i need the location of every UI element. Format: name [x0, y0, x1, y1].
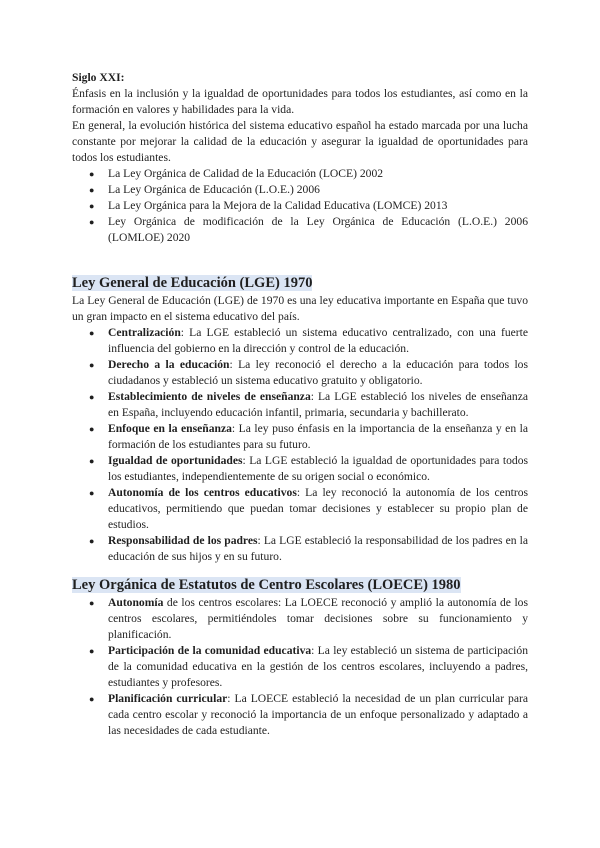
item-text: de los centros escolares: La LOECE reconoció y amplió la autonomía de los centros escolares, permitiéndoles tomar decisiones sobre su funcionamiento y planificación. [108, 596, 528, 641]
item-term: Establecimiento de niveles de enseñanza [108, 390, 311, 403]
item-term: Igualdad de oportunidades [108, 454, 243, 467]
item-text: : La LOECE estableció la necesidad de un plan curricular para cada centro escolar y reconoció la importancia de un enfoque personalizado y adaptado a las necesidades de cada estudiante. [108, 692, 529, 737]
item-term: Participación de la comunidad educativa [108, 644, 312, 657]
loece-heading [72, 575, 528, 595]
document-page [72, 70, 528, 739]
item-term: Autonomía [108, 596, 164, 609]
item-term: Planificación curricular [108, 692, 228, 705]
item-text: : La LGE estableció la responsabilidad de los padres en la educación de sus hijos y en su futuro. [108, 534, 528, 563]
list-item [72, 691, 528, 739]
item-term: Enfoque en la enseñanza [108, 422, 232, 435]
item-term: Derecho a la educación [108, 358, 230, 371]
item-term: Responsabilidad de los padres [108, 534, 258, 547]
siglo-law-list [72, 166, 528, 246]
item-text: : La LGE estableció la igualdad de oportunidades para todos los estudiantes, independientemente de su origen social o económico. [108, 454, 529, 483]
item-term: Autonomía de los centros educativos [108, 486, 297, 499]
item-text: : La ley reconoció el derecho a la educación para todos los ciudadanos y estableció un sistema educativo gratuito y obligatorio. [108, 358, 528, 387]
list-item [72, 533, 528, 565]
list-item: ● La Ley Orgánica para la Mejora de la Calidad Educativa (LOMCE) 2013 [72, 198, 528, 214]
loece-heading-text: Ley Orgánica de Estatutos de Centro Escolares (LOECE) 1980 [72, 577, 461, 593]
item-term: Centralización [108, 326, 181, 339]
loece-feature-list [72, 595, 528, 739]
list-item [72, 421, 528, 453]
siglo-paragraph-1: Énfasis en la inclusión y la igualdad de oportunidades para todos los estudiantes, así como en la formación en valores y habilidades para la vida. [72, 87, 528, 116]
list-item [72, 389, 528, 421]
lge-heading-text: Ley General de Educación (LGE) 1970 [72, 275, 313, 291]
lge-feature-list [72, 325, 528, 565]
list-item [72, 643, 528, 691]
item-text: : La ley reconoció la autonomía de los centros educativos, permitiendo que puedan tomar decisiones y establecer su propio plan de estudios. [108, 486, 529, 531]
list-item: ● La Ley Orgánica de Calidad de la Educación (LOCE) 2002 [72, 166, 528, 182]
list-item: ● La Ley Orgánica de Educación (L.O.E.) 2006 [72, 182, 528, 198]
item-text: : La LGE estableció los niveles de enseñanza en España, incluyendo educación infantil, primaria, secundaria y bachillerato. [108, 390, 529, 419]
item-text: : La ley estableció un sistema de participación de la comunidad educativa en la gestión de los centros escolares, incluyendo a padres, estudiantes y profesores. [108, 644, 528, 689]
list-item [72, 595, 528, 643]
siglo-paragraph-2: En general, la evolución histórica del sistema educativo español ha estado marcada por una lucha constante por mejorar la calidad de la educación y asegurar la igualdad de oportunidades para todos los estudiantes. [72, 119, 528, 164]
list-item: ● Ley Orgánica de modificación de la Ley Orgánica de Educación (L.O.E.) 2006 (LOMLOE) 2020 [72, 214, 528, 246]
siglo-title: Siglo XXI: [72, 71, 125, 84]
list-item [72, 325, 528, 357]
item-text: : La LGE estableció un sistema educativo centralizado, con una fuerte influencia del gobierno en la dirección y control de la educación. [108, 326, 528, 355]
lge-intro: La Ley General de Educación (LGE) de 1970 es una ley educativa importante en España que tuvo un gran impacto en el sistema educativo del país. [72, 294, 528, 323]
item-text: : La ley puso énfasis en la importancia de la enseñanza y en la formación de los estudiantes para su futuro. [108, 422, 528, 451]
list-item [72, 485, 528, 533]
list-item [72, 453, 528, 485]
lge-heading [72, 273, 528, 293]
list-item [72, 357, 528, 389]
